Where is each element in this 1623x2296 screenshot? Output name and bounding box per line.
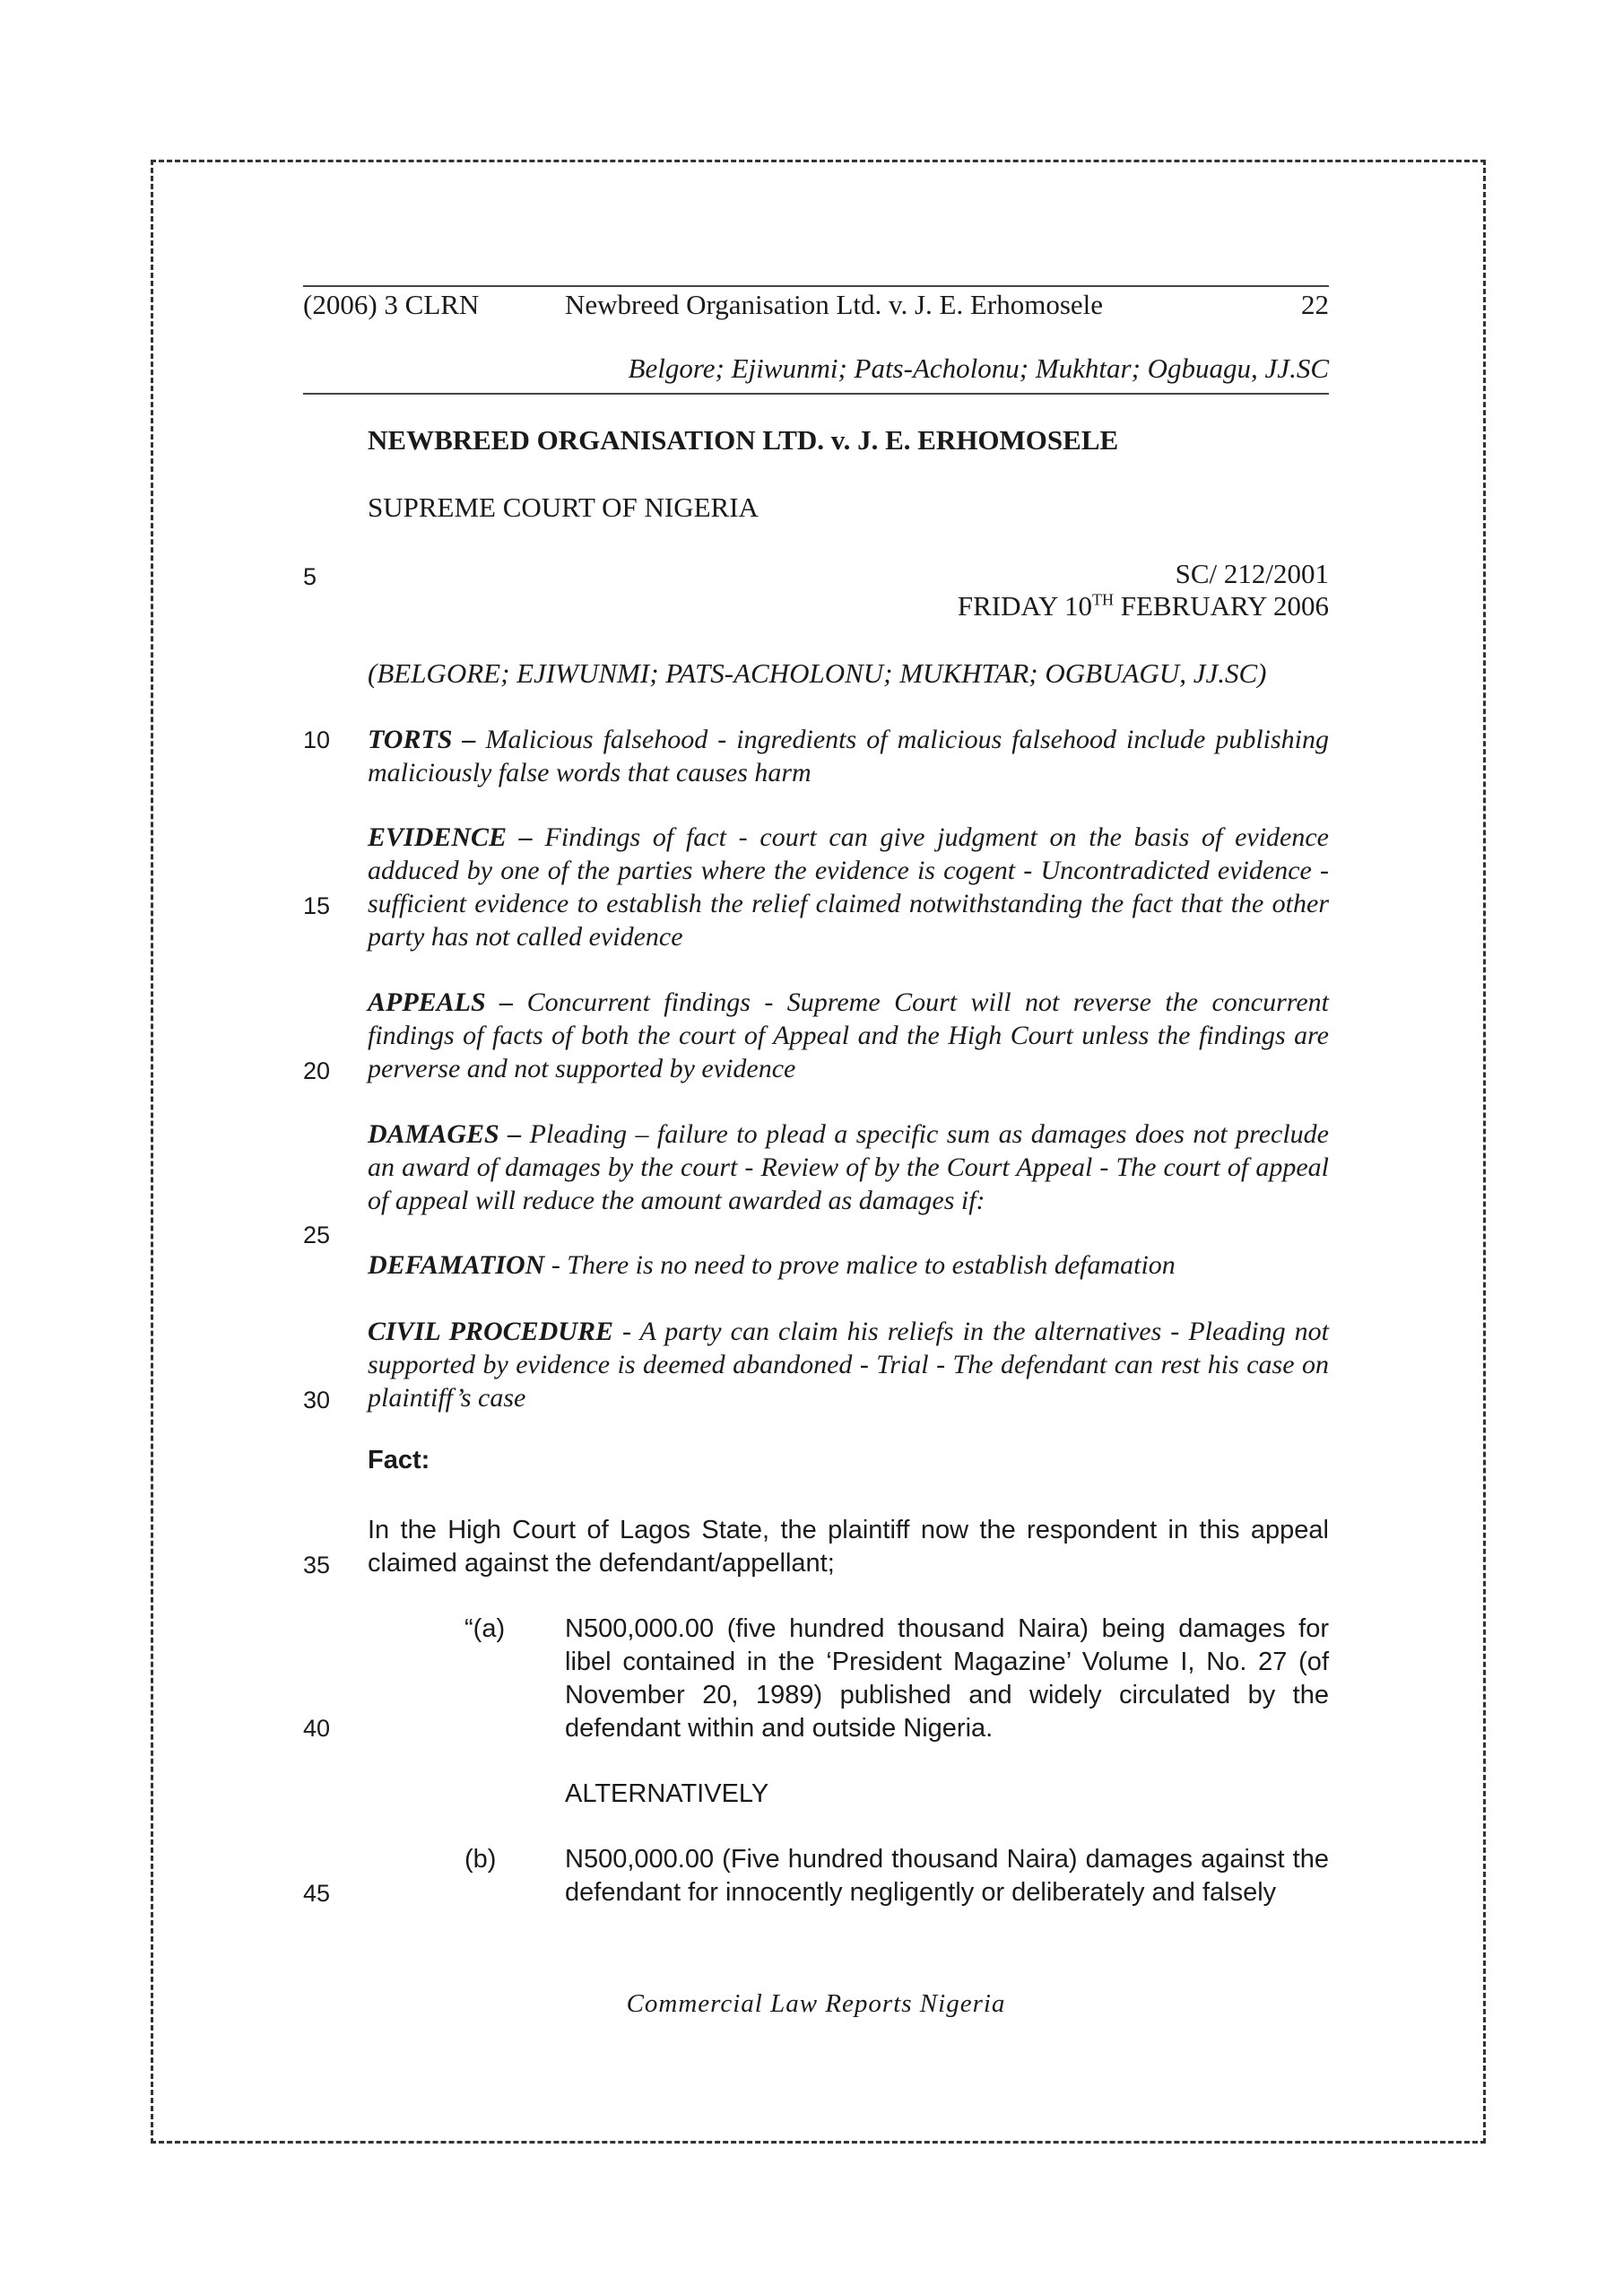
line-number: 40: [303, 1715, 331, 1742]
coram: (BELGORE; EJIWUNMI; PATS-ACHOLONU; MUKHTAR; OGBUAGU, JJ.SC): [368, 657, 1267, 689]
catchword-evidence: EVIDENCE – Findings of fact - court can give judgment on the basis of evidence adduced by one of the parties where the evidence is cogent - Uncontradicted evidence - sufficient evidence to establish the relief claimed notwithstanding the fact that the other party has not called evidence: [368, 822, 1329, 952]
alternatively-label: ALTERNATIVELY: [565, 1779, 769, 1808]
line-number: 15: [303, 892, 331, 919]
line-number: 10: [303, 726, 331, 753]
claim-a-text: N500,000.00 (five hundred thousand Naira) being damages for libel contained in the ‘President Magazine’ Volume I, No. 27 (of November 20, 1989) published and widely circulated by the defendant within and outside Nigeria.: [565, 1614, 1329, 1743]
line-number: 30: [303, 1387, 331, 1413]
header-rule-bottom: [303, 393, 1329, 395]
line-number: 25: [303, 1222, 331, 1248]
claim-a-label: “(a): [464, 1614, 506, 1643]
publication-footer: Commercial Law Reports Nigeria: [626, 1989, 1006, 2018]
claim-b-text: N500,000.00 (Five hundred thousand Naira) damages against the defendant for innocently negligently or deliberately and falsely: [565, 1845, 1329, 1907]
claim-b-label: (b): [464, 1845, 497, 1874]
case-title: NEWBREED ORGANISATION LTD. v. J. E. ERHOMOSELE: [368, 424, 1119, 456]
catchword-defamation: DEFAMATION - There is no need to prove malice to establish defamation: [368, 1250, 1176, 1280]
catchword-torts: TORTS – Malicious falsehood - ingredients of malicious falsehood include publishing maliciously false words that causes harm: [368, 725, 1329, 787]
header-rule-top: [303, 285, 1329, 287]
suit-number: SC/ 212/2001: [1175, 558, 1329, 589]
case-short-title: Newbreed Organisation Ltd. v. J. E. Erhomosele: [565, 289, 1104, 320]
catchword-civil-procedure: CIVIL PROCEDURE - A party can claim his reliefs in the alternatives - Pleading not supported by evidence is deemed abandoned - Trial - The defendant can rest his case on plaintiff’s case: [368, 1317, 1329, 1413]
line-number: 5: [303, 563, 317, 590]
judgment-date: FRIDAY 10TH FEBRUARY 2006: [957, 590, 1329, 622]
catchword-damages: DAMAGES – Pleading – failure to plead a specific sum as damages does not preclude an award of damages by the court - Review of by the Court Appeal - The court of appeal of appeal will reduce the amount awarded as damages if:: [368, 1119, 1329, 1215]
citation: (2006) 3 CLRN: [303, 289, 480, 320]
page-number: 22: [1301, 289, 1329, 320]
line-number: 45: [303, 1880, 331, 1907]
court-name: SUPREME COURT OF NIGERIA: [368, 491, 759, 523]
judges-running-head: Belgore; Ejiwunmi; Pats-Acholonu; Mukhtar; Ogbuagu, JJ.SC: [628, 352, 1329, 384]
catchword-appeals: APPEALS – Concurrent findings - Supreme Court will not reverse the concurrent findings of facts of both the court of Appeal and the High Court unless the findings are perverse and not supported by evidence: [368, 987, 1329, 1083]
fact-heading: Fact:: [368, 1446, 430, 1474]
line-number: 20: [303, 1057, 331, 1084]
fact-intro: In the High Court of Lagos State, the plaintiff now the respondent in this appeal claimed against the defendant/appellant;: [368, 1516, 1329, 1578]
line-number: 35: [303, 1552, 331, 1578]
